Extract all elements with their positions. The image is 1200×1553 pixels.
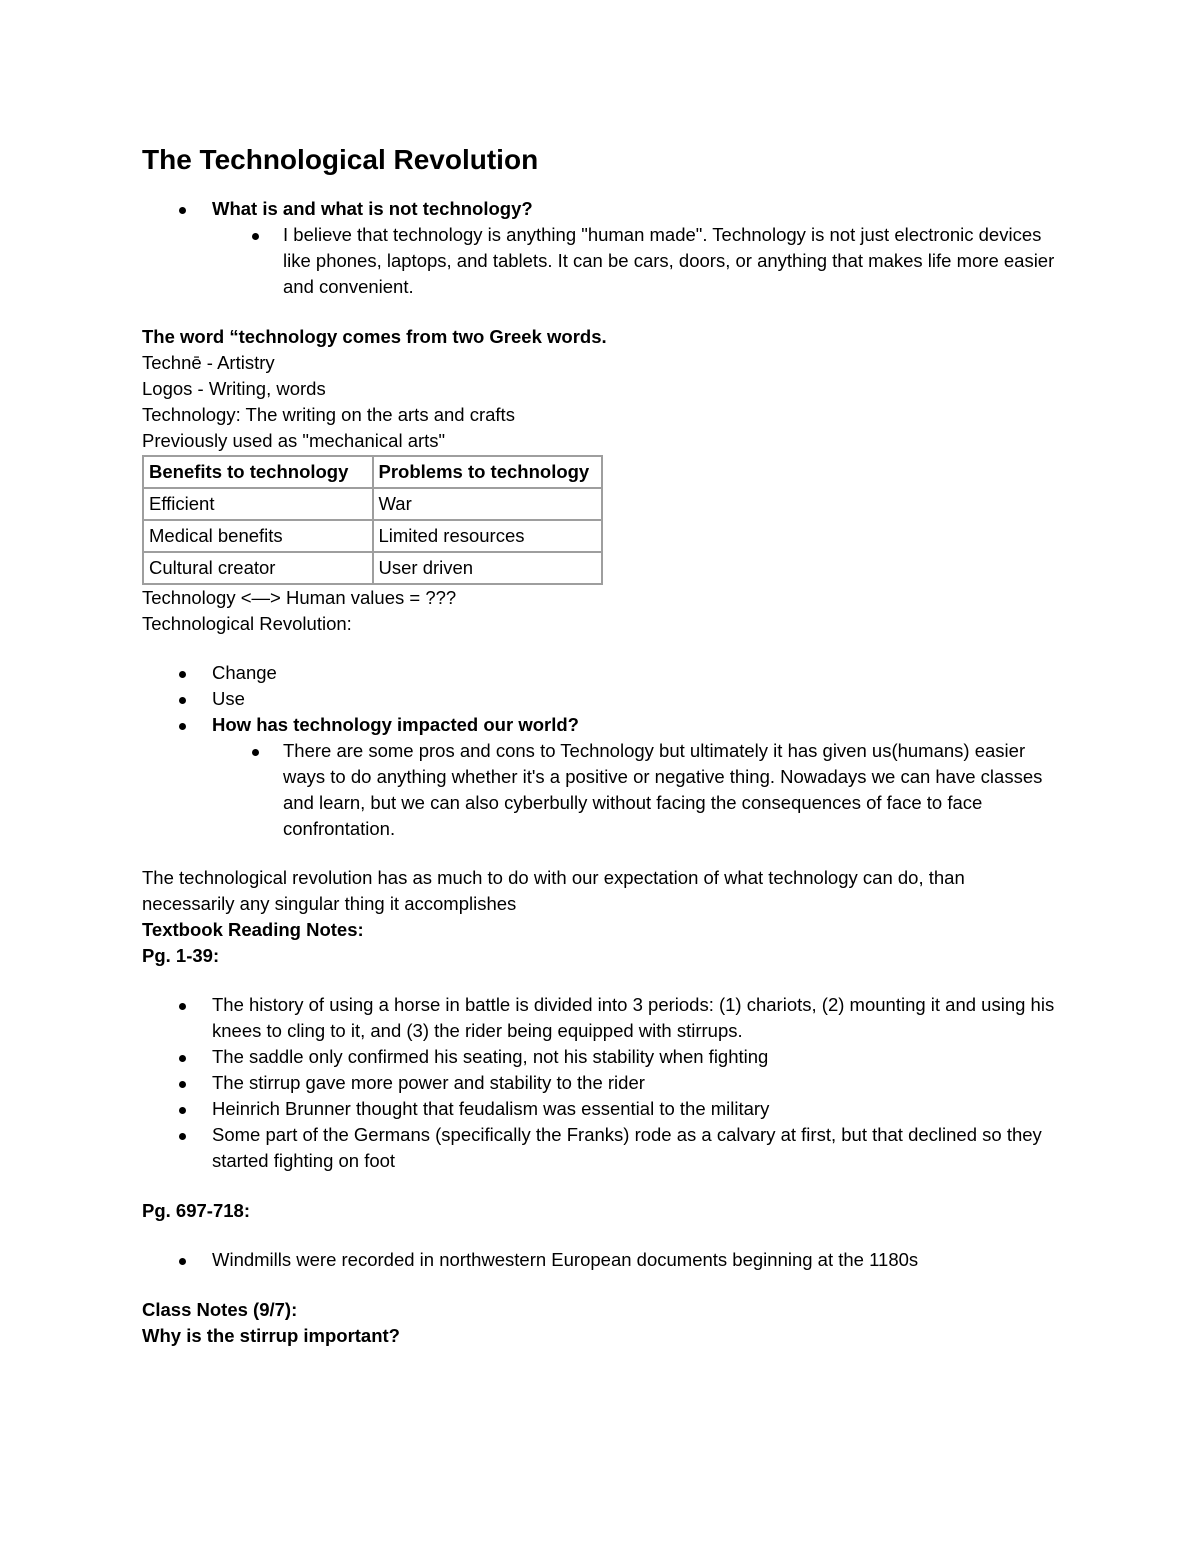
table-row [143, 488, 602, 520]
bullet-icon [252, 233, 259, 240]
list-item [142, 222, 1062, 300]
textbook-heading: Textbook Reading Notes: [142, 919, 364, 940]
document-page [142, 142, 1062, 1349]
list-item [142, 196, 1062, 222]
page-range-heading: Pg. 1-39: [142, 945, 220, 966]
greek-line: Logos - Writing, words [142, 378, 326, 399]
list-item-text: Some part of the Germans (specifically the Franks) rode as a calvary at first, but that declined so they started fighting on foot [212, 1124, 1042, 1171]
table-header-cell: Benefits to technology [143, 456, 373, 488]
bullet-icon [252, 749, 259, 756]
table-header-row [143, 456, 602, 488]
table-cell: Limited resources [373, 520, 603, 552]
list-item-text: Windmills were recorded in northwestern European documents beginning at the 1180s [212, 1249, 919, 1270]
list-item [142, 1044, 1062, 1070]
table-header-cell: Problems to technology [373, 456, 603, 488]
bullet-icon [179, 1258, 186, 1265]
class-notes-question: Why is the stirrup important? [142, 1325, 400, 1346]
table-row [143, 520, 602, 552]
answer-text: I believe that technology is anything "human made". Technology is not just electronic devices like phones, laptops, and tablets. It can be cars, doors, or anything that makes life more easier and convenient. [283, 224, 1055, 297]
greek-heading: The word “technology comes from two Greek words. [142, 326, 607, 347]
list-item-text: The stirrup gave more power and stability to the rider [212, 1072, 645, 1093]
table-cell: Medical benefits [143, 520, 373, 552]
bullet-icon [179, 1107, 186, 1114]
list-item [142, 992, 1062, 1044]
table-row [143, 552, 602, 584]
list-item-text: Heinrich Brunner thought that feudalism was essential to the military [212, 1098, 770, 1119]
list-item [142, 712, 1062, 738]
revolution-label: Technological Revolution: [142, 613, 352, 634]
summary-paragraph: The technological revolution has as much to do with our expectation of what technology can do, than necessarily any singular thing it accomplishes [142, 867, 965, 914]
list-item [142, 1247, 1062, 1273]
list-item-text: Use [212, 688, 245, 709]
list-item-text: The history of using a horse in battle is divided into 3 periods: (1) chariots, (2) mounting it and using his knees to cling to it, and (3) the rider being equipped with stirrups. [212, 994, 1055, 1041]
relation-line: Technology <—> Human values = ??? [142, 587, 457, 608]
list-item-text: The saddle only confirmed his seating, not his stability when fighting [212, 1046, 769, 1067]
bullet-icon [179, 1133, 186, 1140]
list-item [142, 1070, 1062, 1096]
intro-list [142, 196, 1062, 300]
greek-line: Technē - Artistry [142, 352, 275, 373]
bullet-icon [179, 671, 186, 678]
greek-line: Previously used as "mechanical arts" [142, 430, 446, 451]
list-item [142, 1096, 1062, 1122]
answer-text: There are some pros and cons to Technology but ultimately it has given us(humans) easier ways to do anything whether it's a positive or negative thing. Nowadays we can have classes and learn, but we can also cyberbully without facing the consequences of face to face confrontation. [283, 740, 1043, 839]
class-notes-heading: Class Notes (9/7): [142, 1299, 298, 1320]
textbook-list-1 [142, 992, 1062, 1174]
bullet-icon [179, 207, 186, 214]
greek-line: Technology: The writing on the arts and crafts [142, 404, 515, 425]
bullet-icon [179, 1081, 186, 1088]
revolution-list [142, 660, 1062, 842]
table-cell: War [373, 488, 603, 520]
document-title: The Technological Revolution [142, 144, 539, 175]
question-text: How has technology impacted our world? [212, 714, 579, 735]
benefits-problems-table [142, 455, 603, 585]
list-item [142, 660, 1062, 686]
question-text: What is and what is not technology? [212, 198, 533, 219]
list-item [142, 1122, 1062, 1174]
textbook-list-2 [142, 1247, 1062, 1273]
bullet-icon [179, 1055, 186, 1062]
list-item [142, 738, 1062, 842]
list-item [142, 686, 1062, 712]
list-item-text: Change [212, 662, 277, 683]
bullet-icon [179, 697, 186, 704]
bullet-icon [179, 723, 186, 730]
bullet-icon [179, 1003, 186, 1010]
table-cell: User driven [373, 552, 603, 584]
table-cell: Cultural creator [143, 552, 373, 584]
table-cell: Efficient [143, 488, 373, 520]
page-range-heading: Pg. 697-718: [142, 1200, 250, 1221]
